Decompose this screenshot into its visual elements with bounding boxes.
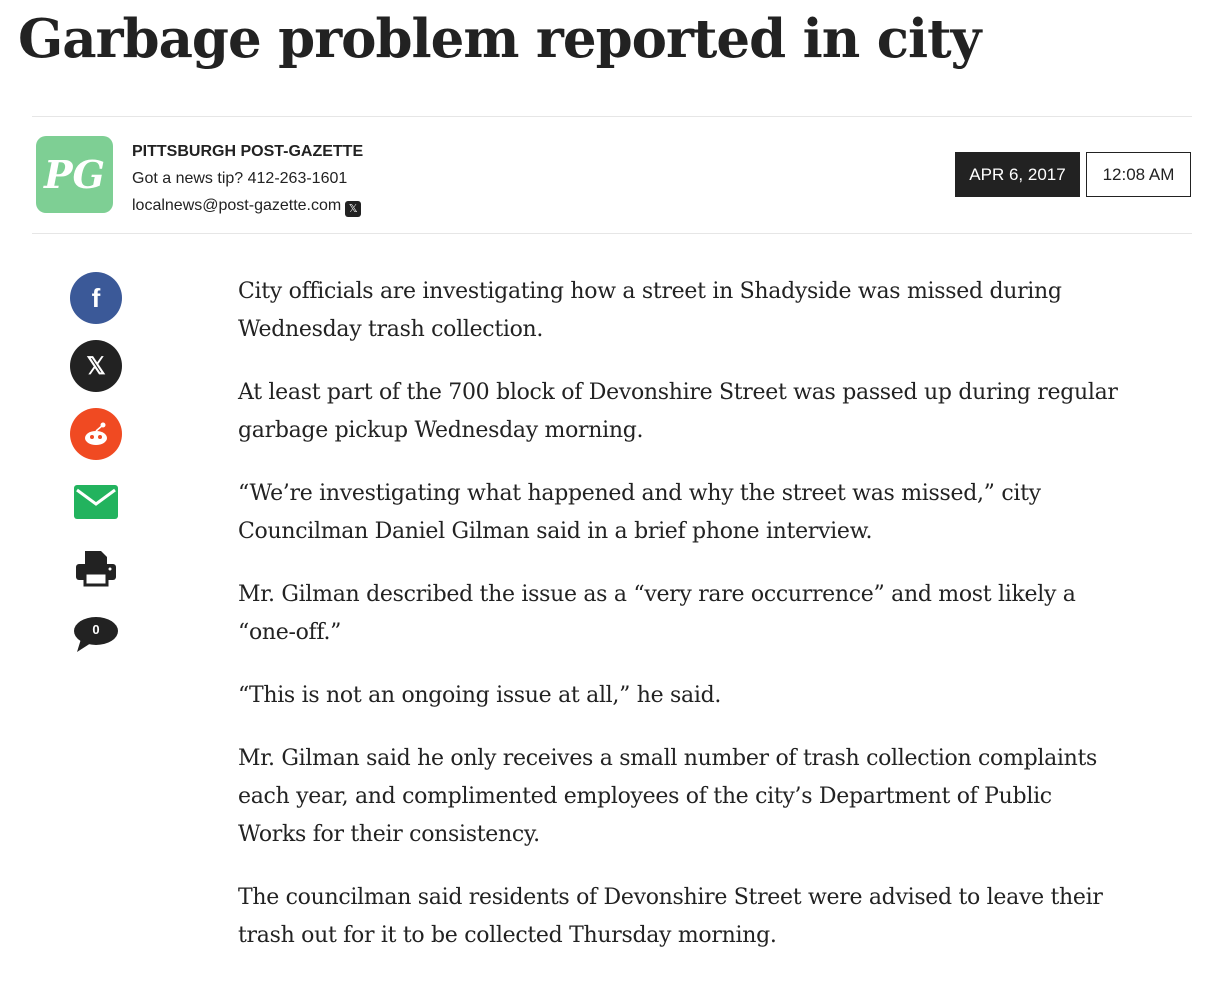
publish-time: 12:08 AM — [1086, 152, 1191, 197]
divider — [32, 233, 1192, 234]
x-icon[interactable]: 𝕏 — [345, 201, 361, 217]
paragraph: Mr. Gilman described the issue as a “very rare occurrence” and most likely a “one-off.” — [238, 582, 1076, 645]
x-share-icon[interactable]: 𝕏 — [70, 340, 122, 392]
source-name: PITTSBURGH POST-GAZETTE — [132, 143, 364, 160]
publish-date: APR 6, 2017 — [955, 152, 1080, 197]
source-info — [132, 138, 363, 219]
source-email-link[interactable]: localnews@post-gazette.com — [132, 197, 342, 214]
headline: Garbage problem reported in city — [18, 8, 981, 70]
comment-count: 0 — [92, 622, 100, 637]
news-tip: Got a news tip? 412-263-1601 — [132, 170, 348, 187]
print-icon[interactable] — [70, 542, 122, 594]
paragraph: City officials are investigating how a street in Shadyside was missed during Wednesday trash collection. — [238, 279, 1062, 342]
paragraph: At least part of the 700 block of Devonshire Street was passed up during regular garbage pickup Wednesday morning. — [238, 380, 1118, 443]
divider — [32, 116, 1192, 117]
pg-logo: PG — [36, 136, 113, 213]
paragraph: The councilman said residents of Devonshire Street were advised to leave their trash out for it to be collected Thursday morning. — [238, 885, 1103, 948]
facebook-share-icon[interactable]: f — [70, 272, 122, 324]
reddit-share-icon[interactable] — [70, 408, 122, 460]
paragraph: “This is not an ongoing issue at all,” he said. — [238, 683, 722, 708]
paragraph: “We’re investigating what happened and why the street was missed,” city Councilman Daniel Gilman said in a brief phone interview. — [238, 481, 1041, 544]
comments-icon[interactable] — [70, 608, 122, 660]
email-share-icon[interactable] — [70, 476, 122, 528]
article-body — [238, 273, 1118, 980]
paragraph: Mr. Gilman said he only receives a small number of trash collection complaints each year, and complimented employees of the city’s Department of Public Works for their consistency. — [238, 746, 1098, 847]
